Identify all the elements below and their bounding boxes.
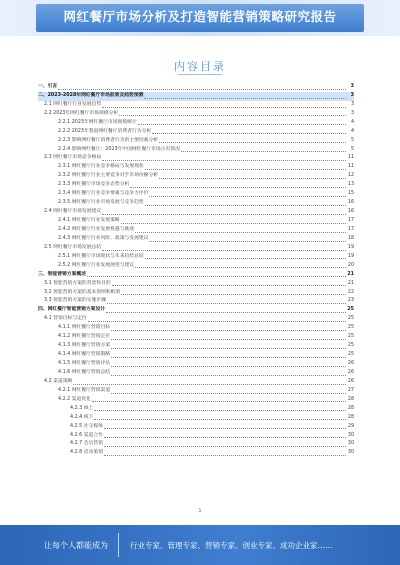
toc-entry[interactable] — [38, 190, 354, 199]
toc-dot-leader — [121, 294, 346, 295]
toc-entry[interactable] — [38, 333, 354, 342]
toc-entry[interactable] — [38, 226, 354, 235]
toc-entry-page: 28 — [347, 396, 354, 402]
toc-entry-page: 21 — [347, 271, 354, 277]
toc-dot-leader — [92, 401, 346, 402]
toc-entry[interactable] — [38, 146, 354, 155]
toc-entry-title: 4.1.2 网红餐厅营销定位 — [58, 334, 111, 340]
toc-dot-leader — [159, 178, 346, 179]
toc-dot-leader — [149, 196, 346, 197]
toc-entry-page: 21 — [347, 280, 354, 286]
toc-dot-leader — [111, 348, 346, 349]
toc-entry-page: 25 — [347, 307, 354, 313]
toc-entry-title: 2.2 2023年网红餐厅市场规模分析 — [44, 110, 119, 116]
toc-dot-leader — [87, 276, 346, 277]
toc-entry-page: 23 — [347, 298, 354, 304]
toc-entry-page: 11 — [347, 164, 354, 170]
page-number: 1 — [198, 508, 202, 514]
toc-entry-title: 2.5.2 网红餐厅行业发展展望与建议 — [58, 262, 135, 268]
toc-entry-title: 2.3.5 网红餐厅行业市场发展与竞争趋势 — [58, 200, 144, 206]
toc-entry-title: 4.2.6 渠道合作 — [70, 432, 103, 438]
toc-entry-page: 29 — [347, 423, 354, 429]
toc-dot-leader — [102, 107, 346, 108]
toc-dot-leader — [121, 223, 346, 224]
toc-entry-title: 4.2.7 会员营销 — [70, 441, 103, 447]
toc-entry-title: 4.1.3 网红餐厅营销方案 — [58, 343, 111, 349]
toc-entry[interactable] — [38, 414, 354, 423]
toc-entry[interactable] — [38, 342, 354, 351]
toc-entry-page: 27 — [347, 387, 354, 393]
toc-entry-title: 4.2.1 网红餐厅营销渠道 — [58, 387, 111, 393]
toc-entry-title: 4.2.3 线上 — [70, 405, 94, 411]
toc-entry-page: 30 — [347, 432, 354, 438]
toc-entry[interactable] — [38, 163, 354, 172]
toc-entry-page: 25 — [347, 343, 354, 349]
toc-dot-leader — [88, 321, 346, 322]
toc-entry-title: 2.4.1 网红餐厅行业发展策略 — [58, 218, 120, 224]
toc-entry-page: 3 — [350, 101, 354, 107]
toc-entry-title: 2.3.2 网红餐厅行业主要竞争对手市场份额分析 — [58, 173, 159, 179]
toc-entry-page: 15 — [347, 191, 354, 197]
toc-entry[interactable] — [38, 432, 354, 441]
toc-entry[interactable] — [38, 217, 354, 226]
toc-entry-title: 3.2 智能营销方案的基本原则和框架 — [44, 289, 121, 295]
toc-heading: 内容目录 — [174, 60, 226, 73]
toc-dot-leader — [94, 419, 346, 420]
toc-dot-leader — [144, 98, 346, 99]
toc-entry[interactable] — [38, 244, 354, 253]
toc-dot-leader — [145, 258, 346, 259]
table-of-contents — [38, 83, 354, 458]
toc-entry[interactable] — [38, 315, 354, 324]
toc-entry-title: 2.3 网红餐厅市场竞争格局 — [44, 155, 102, 161]
toc-entry-page: 20 — [347, 262, 354, 268]
toc-entry-page: 30 — [347, 450, 354, 456]
toc-entry-title: 2.5 网红餐厅市场发展总结 — [44, 244, 102, 250]
toc-entry[interactable] — [38, 298, 354, 307]
footer-slogan-right: 行业专家、管理专家、营销专家、创业专家、成功企业家…… — [130, 541, 333, 550]
toc-entry[interactable] — [38, 387, 354, 396]
toc-dot-leader — [135, 232, 346, 233]
toc-dot-leader — [104, 437, 346, 438]
toc-entry-page: 28 — [347, 405, 354, 411]
toc-entry-page: 13 — [347, 182, 354, 188]
toc-dot-leader — [104, 455, 346, 456]
toc-entry[interactable] — [38, 181, 354, 190]
toc-entry-page: 5 — [350, 146, 354, 152]
toc-entry-page: 11 — [347, 155, 354, 161]
toc-dot-leader — [102, 160, 346, 161]
toc-entry-title: 2.5.1 网红餐厅市场现状与未来趋势总结 — [58, 253, 144, 259]
toc-entry-page: 12 — [347, 173, 354, 179]
toc-entry-title: 4.2.2 渠道优化 — [58, 396, 91, 402]
header-bar — [0, 0, 400, 36]
toc-dot-leader — [181, 151, 346, 152]
toc-entry-title: 2.2.2 2023年我国网红餐厅消费者行为分析 — [58, 128, 152, 134]
toc-entry[interactable] — [38, 172, 354, 181]
toc-entry-page: 25 — [347, 316, 354, 322]
toc-dot-leader — [149, 241, 346, 242]
toc-dot-leader — [111, 375, 346, 376]
toc-entry[interactable] — [38, 155, 354, 164]
toc-entry[interactable] — [38, 110, 354, 119]
toc-entry-page: 26 — [347, 361, 354, 367]
toc-entry[interactable] — [38, 351, 354, 360]
toc-entry[interactable] — [38, 262, 354, 271]
toc-entry-page: 30 — [347, 441, 354, 447]
toc-entry[interactable] — [38, 449, 354, 458]
toc-dot-leader — [107, 303, 346, 304]
toc-entry-title: 2.4.2 网红餐厅行业发展机遇与挑战 — [58, 226, 135, 232]
toc-entry-page: 25 — [347, 325, 354, 331]
toc-entry-page: 25 — [347, 334, 354, 340]
toc-dot-leader — [111, 366, 346, 367]
toc-dot-leader — [112, 285, 346, 286]
toc-entry-title: 2.3.1 网红餐厅行业竞争格局与发展现状 — [58, 164, 144, 170]
toc-entry-title: 4.1.6 网红餐厅营销总结 — [58, 369, 111, 375]
toc-entry-title: 2.4.3 网红餐厅行业风险、政策与发展建议 — [58, 235, 149, 241]
toc-dot-leader — [119, 115, 346, 116]
toc-entry-page: 5 — [350, 137, 354, 143]
toc-entry[interactable] — [38, 289, 354, 298]
toc-dot-leader — [111, 357, 346, 358]
toc-entry[interactable] — [38, 235, 354, 244]
toc-entry-page: 19 — [347, 244, 354, 250]
toc-entry[interactable] — [38, 378, 354, 387]
toc-entry[interactable] — [38, 280, 354, 289]
toc-entry-title: 二、2023-2028年网红餐厅市场前景及趋势预测 — [38, 92, 144, 98]
toc-entry-title: 2.4 网红餐厅市场发展建议 — [44, 209, 102, 215]
toc-dot-leader — [73, 384, 346, 385]
toc-entry-page: 4 — [350, 128, 354, 134]
toc-entry-title: 3.3 智能营销方案的实施步骤 — [44, 298, 106, 304]
toc-entry-title: 4.2.5 社交媒体 — [70, 423, 103, 429]
toc-entry[interactable] — [38, 369, 354, 378]
toc-entry[interactable] — [38, 253, 354, 262]
toc-entry-page: 4 — [350, 119, 354, 125]
toc-entry[interactable] — [38, 360, 354, 369]
toc-entry-title: 4.2.8 活动策划 — [70, 450, 103, 456]
toc-entry-page: 16 — [347, 209, 354, 215]
toc-dot-leader — [58, 89, 346, 90]
toc-entry-title: 3.1 智能营销方案的背景和目的 — [44, 280, 111, 286]
toc-dot-leader — [111, 393, 346, 394]
toc-entry[interactable] — [38, 396, 354, 405]
toc-entry-page: 26 — [347, 378, 354, 384]
toc-dot-leader — [145, 169, 346, 170]
toc-entry-page: 3 — [350, 110, 354, 116]
footer-slogan-left: 让每个人都能成为 — [44, 541, 108, 550]
toc-entry[interactable] — [38, 208, 354, 217]
toc-dot-leader — [106, 312, 346, 313]
toc-dot-leader — [152, 133, 346, 134]
toc-entry-title: 4.1.4 网红餐厅营销策略 — [58, 352, 111, 358]
toc-entry[interactable] — [38, 92, 354, 101]
toc-entry-title: 2.3.4 网红餐厅行业竞争要素与竞争力评价 — [58, 191, 149, 197]
toc-entry-page: 22 — [347, 289, 354, 295]
toc-entry[interactable] — [38, 324, 354, 333]
toc-entry[interactable] — [38, 101, 354, 110]
toc-dot-leader — [138, 124, 346, 125]
toc-entry-title: 一、引言 — [38, 83, 58, 89]
toc-entry-title: 4.1 营销目标与定位 — [44, 316, 87, 322]
toc-dot-leader — [104, 428, 346, 429]
toc-entry-page: 26 — [347, 369, 354, 375]
toc-entry-title: 2.3.3 网红餐厅市场竞争态势分析 — [58, 182, 130, 188]
toc-dot-leader — [111, 339, 346, 340]
footer-bar — [0, 525, 400, 565]
toc-entry-title: 三、智能营销方案概述 — [38, 271, 86, 277]
toc-dot-leader — [135, 267, 346, 268]
toc-dot-leader — [130, 187, 346, 188]
toc-entry[interactable] — [38, 83, 354, 92]
toc-entry[interactable] — [38, 423, 354, 432]
toc-entry-title: 2.2.3 影响网红餐厅消费者行为的主要因素分析 — [58, 137, 159, 143]
toc-entry-page: 3 — [350, 92, 354, 98]
report-title: 网红餐厅市场分析及打造智能营销策略研究报告 — [63, 9, 337, 24]
toc-entry[interactable] — [38, 441, 354, 450]
toc-entry-page: 28 — [347, 414, 354, 420]
toc-entry-title: 2.2.4 影响网红餐厅：2023年中国网红餐厅市场占有情况 — [58, 146, 180, 152]
toc-dot-leader — [102, 214, 346, 215]
footer-divider — [118, 533, 119, 557]
toc-entry[interactable] — [38, 306, 354, 315]
toc-entry-title: 4.2.4 线下 — [70, 414, 94, 420]
toc-dot-leader — [104, 446, 346, 447]
toc-entry[interactable] — [38, 199, 354, 208]
toc-entry-title: 四、网红餐厅智能营销方案设计 — [38, 307, 106, 313]
toc-entry-page: 16 — [347, 200, 354, 206]
toc-dot-leader — [159, 142, 346, 143]
toc-entry-title: 4.2 渠道策略 — [44, 378, 73, 384]
toc-entry[interactable] — [38, 137, 354, 146]
toc-entry-title: 4.1.5 网红餐厅营销评估 — [58, 361, 111, 367]
toc-entry-page: 17 — [347, 226, 354, 232]
toc-entry[interactable] — [38, 271, 354, 280]
toc-dot-leader — [94, 410, 346, 411]
toc-entry[interactable] — [38, 119, 354, 128]
toc-entry-title: 2.2.1 2023年网红餐厅市场规模统计 — [58, 119, 137, 125]
toc-entry-page: 17 — [347, 218, 354, 224]
toc-entry-title: 4.1.1 网红餐厅营销目标 — [58, 325, 111, 331]
toc-dot-leader — [102, 250, 346, 251]
toc-entry-page: 3 — [350, 83, 354, 89]
toc-entry-page: 19 — [347, 253, 354, 259]
toc-entry-page: 18 — [347, 235, 354, 241]
toc-dot-leader — [145, 205, 346, 206]
toc-heading-underline — [178, 74, 222, 75]
toc-entry-title: 2.1 网红餐厅行业发展趋势 — [44, 101, 102, 107]
toc-entry[interactable] — [38, 405, 354, 414]
toc-dot-leader — [111, 330, 346, 331]
toc-entry-page: 25 — [347, 352, 354, 358]
toc-entry[interactable] — [38, 128, 354, 137]
